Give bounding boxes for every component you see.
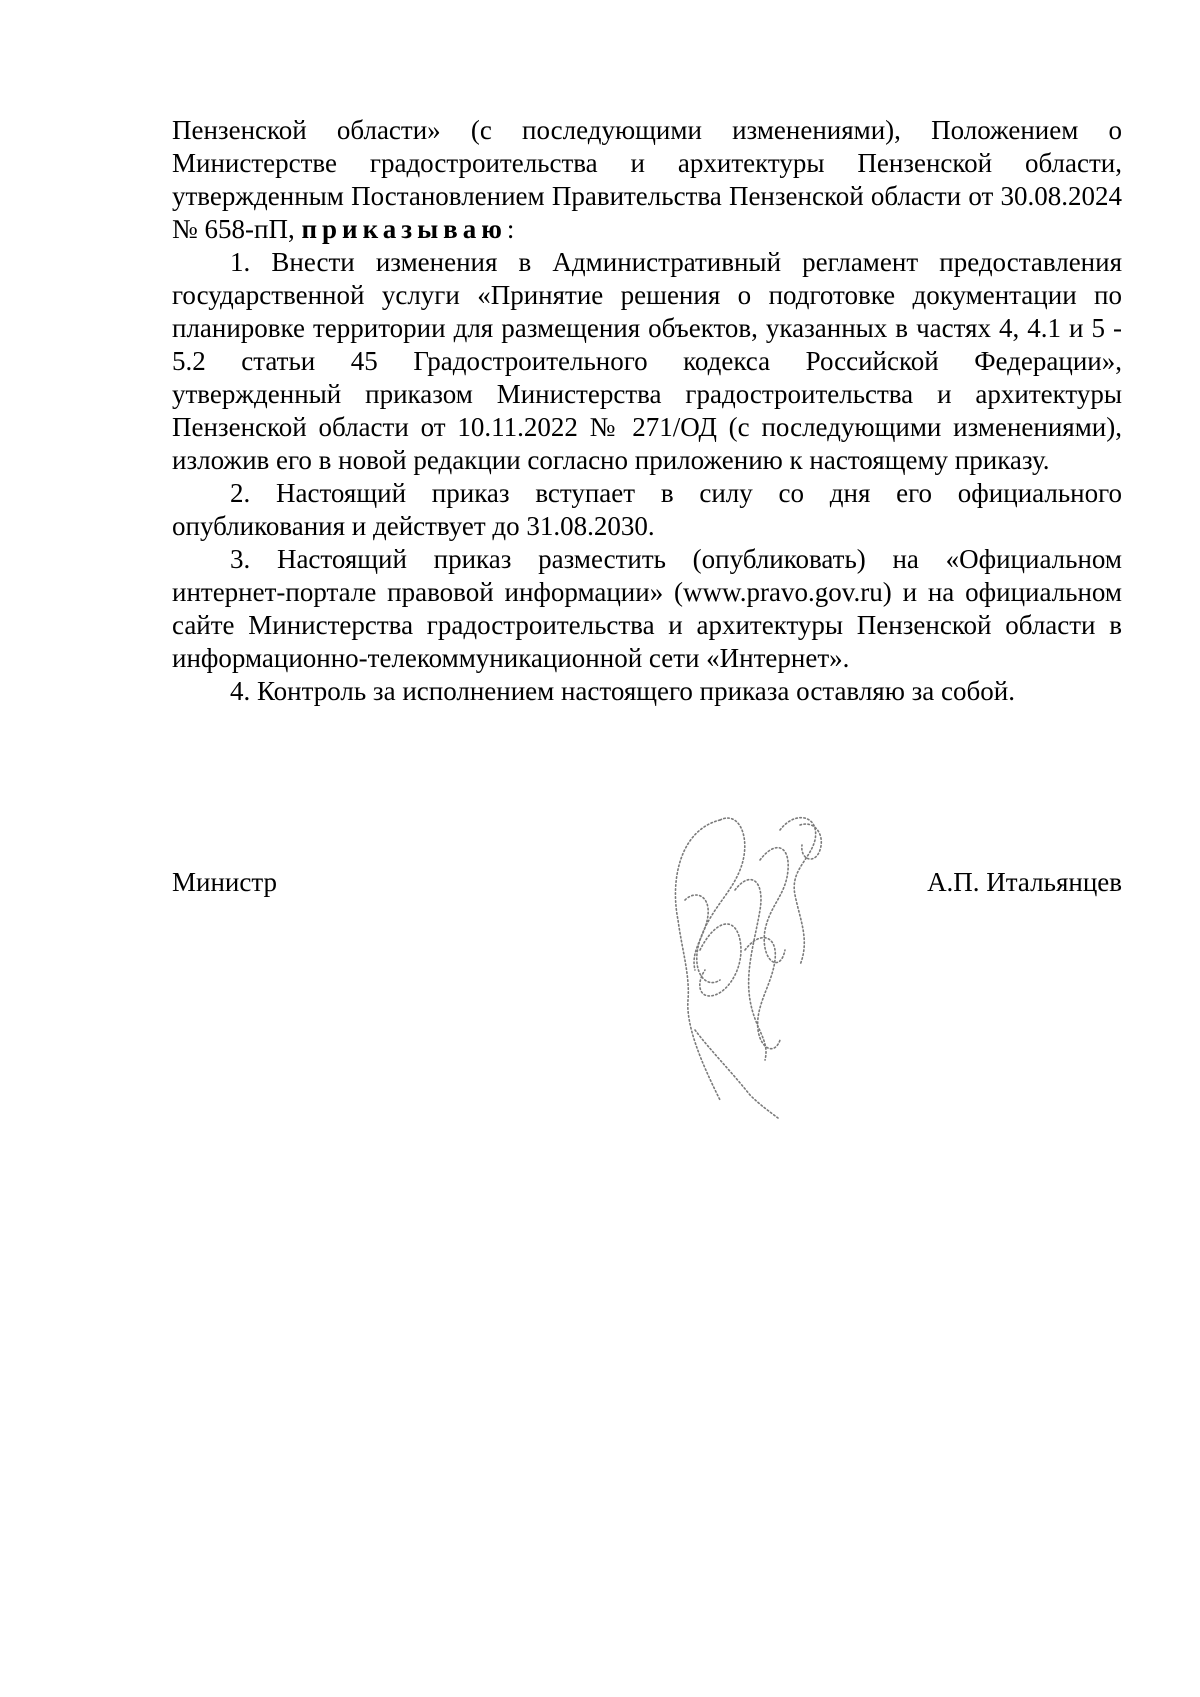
preamble-tail: : xyxy=(506,214,515,244)
order-keyword: приказываю xyxy=(301,214,507,244)
paragraph-item-4: 4. Контроль за исполнением настоящего приказа оставляю за собой. xyxy=(230,676,1015,706)
paragraph-item-1: 1. Внести изменения в Административный регламент предоставления государственной услуги «Принятие решения о подготовке документации по планировке территории для размещения объектов, указанных в частях 4, 4.1 и 5 - 5.2 статьи 45 Градостроительного кодекса Российской Федерации», утвержденный приказом Министерства градостроительства и архитектуры Пензенской области от 10.11.2022 № 271/ОД (с последующими изменениями), изложив его в новой редакции согласно приложению к настоящему приказу. xyxy=(172,247,1122,475)
signature-block xyxy=(172,866,1122,906)
paragraph-item-2: 2. Настоящий приказ вступает в силу со дня его официального опубликования и действует до 31.08.2030. xyxy=(172,478,1122,541)
handwritten-signature xyxy=(660,800,830,1120)
signer-position: Министр xyxy=(172,867,277,897)
paragraph-preamble-end xyxy=(172,114,1122,246)
signer-name: А.П. Итальянцев xyxy=(927,867,1122,897)
preamble-text: Пензенской области» (с последующими изменениями), Положением о Министерстве градостроительства и архитектуры Пензенской области, утвержденным Постановлением Правительства Пензенской области от 30.08.2024 № 658-пП, xyxy=(172,115,1122,244)
document-body xyxy=(172,114,1122,708)
paragraph-item-3: 3. Настоящий приказ разместить (опубликовать) на «Официальном интернет-портале правовой информации» (www.pravo.gov.ru) и на официальном сайте Министерства градостроительства и архитектуры Пензенской области в информационно-телекоммуникационной сети «Интернет». xyxy=(172,544,1122,673)
